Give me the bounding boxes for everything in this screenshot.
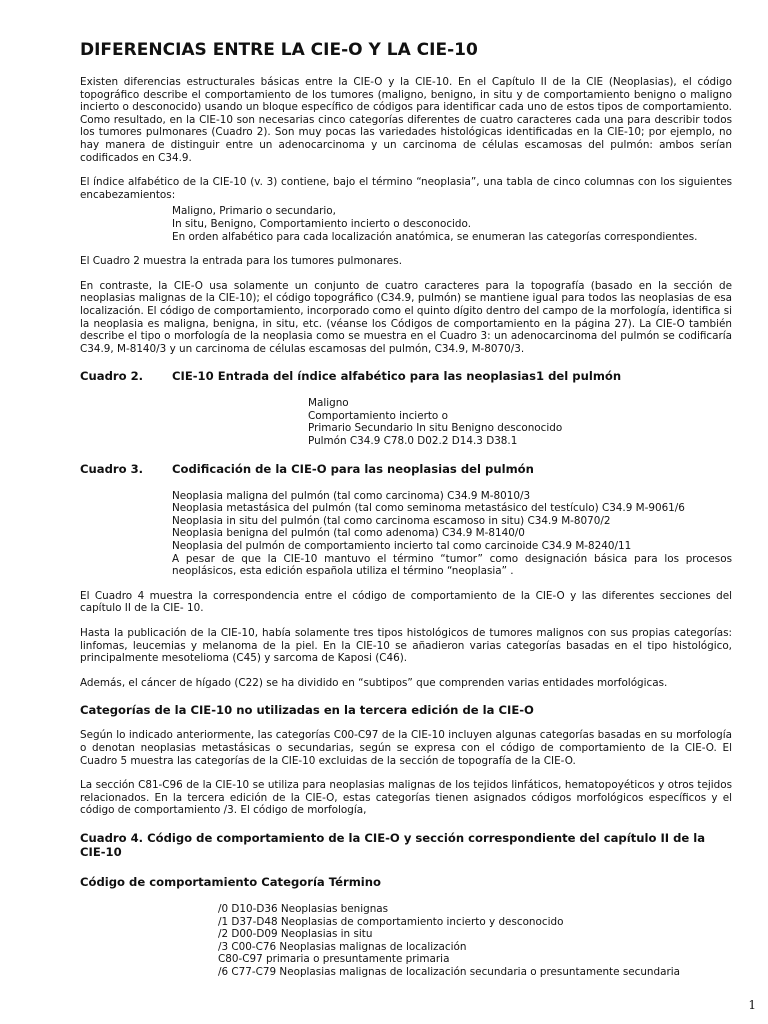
column-headings-list <box>172 205 732 243</box>
cuadro2-table <box>308 397 732 447</box>
list-item: En orden alfabético para cada localización anatómica, se enumeran las categorías correspondientes. <box>172 230 698 243</box>
table-row: /6 C77-C79 Neoplasias malignas de localización secundaria o presuntamente secundaria <box>218 965 681 978</box>
paragraph-history: Hasta la publicación de la CIE-10, había solamente tres tipos histológicos de tumores malignos con sus propias categorías: linfomas, leucemias y melanoma de la piel. En la CIE-10 se añadieron varias categorías basadas en el tipo histológico, principalmente mesotelioma (C45) y sarcoma de Kaposi (C46). <box>80 627 732 665</box>
paragraph-cuadro4-ref: El Cuadro 4 muestra la correspondencia entre el código de comportamiento de la CIE-O y las diferentes secciones del capítulo II de la CIE- 10. <box>80 589 732 615</box>
section-heading-categorias: Categorías de la CIE-10 no utilizadas en la tercera edición de la CIE-O <box>80 703 534 718</box>
page-number: 1 <box>748 998 756 1012</box>
table-row: /0 D10-D36 Neoplasias benignas <box>218 902 389 915</box>
table-row: Neoplasia in situ del pulmón (tal como carcinoma escamoso in situ) C34.9 M-8070/2 <box>172 514 611 527</box>
table-row: Neoplasia del pulmón de comportamiento incierto tal como carcinoide C34.9 M-8240/11 <box>172 540 632 553</box>
cuadro2-number: Cuadro 2. <box>80 369 144 384</box>
paragraph-contrast: En contraste, la CIE-O usa solamente un conjunto de cuatro caracteres para la topografía (basado en la sección de neoplasias malignas de la CIE-10); el código topográfico (C34.9, pulmón) se mantiene igual para todos las neoplasias de esa localización. El código de comportamiento, incorporado como el quinto dígito dentro del campo de la morfología, identifica si la neoplasia es maligna, benigna, in situ, etc. (véanse los Códigos de comportamiento en la página 27). La CIE-O también describe el tipo o morfología de la neoplasia como se muestra en el Cuadro 3: un adenocarcinoma del pulmón se codificaría C34.9, M-8140/3 y un carcinoma de células escamosas del pulmón, C34.9, M-8070/3. <box>80 279 732 355</box>
cuadro3-footnote: A pesar de que la CIE-10 mantuvo el término “tumor” como designación básica para los procesos neoplásicos, esta edición española utiliza el término “neoplasia” . <box>172 552 732 578</box>
cuadro4-table <box>218 903 732 979</box>
paragraph-categories: Según lo indicado anteriormente, las categorías C00-C97 de la CIE-10 incluyen algunas categorías basadas en su morfología o denotan neoplasias metastásicas o secundarias, según se expresa con el código de comportamiento de la CIE-O. El Cuadro 5 muestra las categorías de la CIE-10 excluidas de la sección de topografía de la CIE-O. <box>80 729 732 767</box>
page-title: DIFERENCIAS ENTRE LA CIE-O Y LA CIE-10 <box>80 40 478 60</box>
table-row: Primario Secundario In situ Benigno desconocido <box>308 422 563 435</box>
paragraph-cuadro2-ref: El Cuadro 2 muestra la entrada para los tumores pulmonares. <box>80 255 403 268</box>
table-row: Comportamiento incierto o <box>308 409 448 422</box>
document-page <box>80 40 732 979</box>
table-row: /2 D00-D09 Neoplasias in situ <box>218 928 373 941</box>
table-row: C80-C97 primaria o presuntamente primaria <box>218 953 450 966</box>
table-row: Maligno <box>308 397 349 410</box>
cuadro4-title: Cuadro 4. Código de comportamiento de la CIE-O y sección correspondiente del capítulo II de la CIE-10 <box>80 830 706 859</box>
list-item: Maligno, Primario o secundario, <box>172 205 336 218</box>
table-row: /3 C00-C76 Neoplasias malignas de localización <box>218 940 467 953</box>
paragraph-structural-differences: Existen diferencias estructurales básicas entre la CIE-O y la CIE-10. En el Capítulo II de la CIE (Neoplasias), el código topográfico describe el comportamiento de los tumores (maligno, benigno, in situ y de comportamiento benigno o maligno incierto o desconocido) usando un bloque específico de códigos para identificar cada uno de estos tipos de comportamiento. Como resultado, en la CIE-10 son necesarias cinco categorías diferentes de cuatro caracteres cada una para describir todos los tumores pulmonares (Cuadro 2). Son muy pocas las variedades histológicas identificadas en la CIE-10; por ejemplo, no hay manera de distinguir entre un adenocarcinoma y un carcinoma de células escamosas del pulmón: ambos serían codificados en C34.9. <box>80 76 732 164</box>
paragraph-liver: Además, el cáncer de hígado (C22) se ha dividido en “subtipos” que comprenden varias entidades morfológicas. <box>80 676 668 689</box>
table-row: Pulmón C34.9 C78.0 D02.2 D14.3 D38.1 <box>308 435 518 448</box>
cuadro3-title: Codificación de la CIE-O para las neoplasias del pulmón <box>172 461 534 476</box>
table-row: Neoplasia maligna del pulmón (tal como carcinoma) C34.9 M-8010/3 <box>172 489 531 502</box>
cuadro2-title: CIE-10 Entrada del índice alfabético para las neoplasias1 del pulmón <box>172 369 622 384</box>
cuadro3-heading <box>80 462 732 476</box>
table-row: Neoplasia benigna del pulmón (tal como adenoma) C34.9 M-8140/0 <box>172 527 525 540</box>
table-row: /1 D37-D48 Neoplasias de comportamiento incierto y desconocido <box>218 915 564 928</box>
table-row: Neoplasia metastásica del pulmón (tal como seminoma metastásico del testículo) C34.9 M-9061/6 <box>172 502 685 515</box>
cuadro3-number: Cuadro 3. <box>80 461 144 476</box>
cuadro4-subtitle: Código de comportamiento Categoría Término <box>80 874 382 889</box>
paragraph-alphabetic-index: El índice alfabético de la CIE-10 (v. 3) contiene, bajo el término “neoplasia”, una tabla de cinco columnas con los siguientes encabezamientos: <box>80 176 732 201</box>
paragraph-section-c81: La sección C81-C96 de la CIE-10 se utiliza para neoplasias malignas de los tejidos linfáticos, hematopoyéticos y otros tejidos relacionados. En la tercera edición de la CIE-O, estas categorías tienen asignados códigos morfológicos específicos y el código de comportamiento /3. El código de morfología, <box>80 779 732 817</box>
cuadro2-heading <box>80 369 732 383</box>
cuadro3-table <box>172 490 732 578</box>
list-item: In situ, Benigno, Comportamiento incierto o desconocido. <box>172 217 471 230</box>
